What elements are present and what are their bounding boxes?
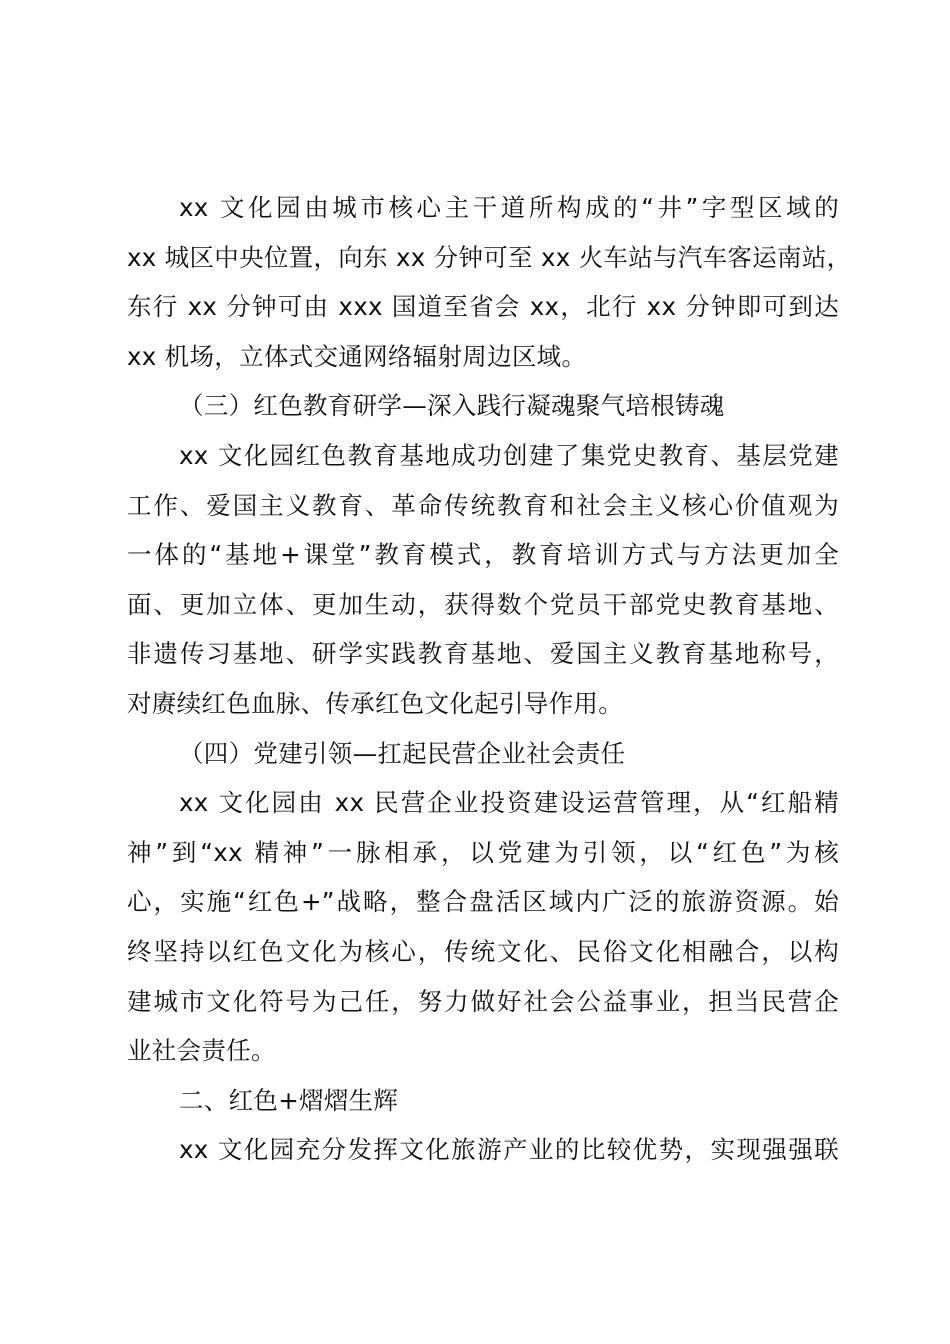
text-line: xx 文化园由 xx 民营企业投资建设运营管理，从“红船精	[179, 788, 839, 818]
text-line: xx 文化园由城市核心主干道所构成的“井”字型区域的	[179, 193, 839, 222]
text-line: 心，实施“红色+”战略，整合盘活区域内广泛的旅游资源。始	[127, 887, 839, 917]
paragraph-party-building	[127, 778, 839, 1076]
paragraph-advantage	[127, 1125, 839, 1175]
text-line: 神”到“xx 精神”一脉相承，以党建为引领，以“红色”为核	[127, 837, 839, 867]
text-line: xx 文化园充分发挥文化旅游产业的比较优势，实现强强联	[179, 1135, 839, 1165]
text-line: xx 机场，立体式交通网络辐射周边区域。	[127, 341, 587, 371]
text-line: 非遗传习基地、研学实践教育基地、爱国主义教育基地称号，	[127, 639, 839, 669]
paragraph-red-education	[127, 431, 839, 729]
text-line: 工作、爱国主义教育、革命传统教育和社会主义核心价值观为	[127, 490, 839, 520]
text-line: 东行 xx 分钟可由 xxx 国道至省会 xx，北行 xx 分钟即可到达	[127, 292, 839, 322]
text-line: xx 文化园红色教育基地成功创建了集党史教育、基层党建	[179, 440, 839, 470]
paragraph-location	[127, 183, 852, 381]
text-line: 终坚持以红色文化为核心，传统文化、民俗文化相融合，以构	[127, 936, 839, 966]
document-body	[127, 183, 852, 1175]
text-line: 面、更加立体、更加生动，获得数个党员干部党史教育基地、	[127, 589, 839, 619]
text-line: 业社会责任。	[127, 1036, 276, 1066]
section-heading-2: 二、红色+熠熠生辉	[179, 1085, 399, 1115]
section-heading-3: （三）红色教育研学—深入践行凝魂聚气培根铸魂	[179, 391, 725, 421]
text-line: xx 城区中央位置，向东 xx 分钟可至 xx 火车站与汽车客运南站，	[127, 242, 852, 272]
text-line: 一体的“基地+课堂”教育模式，教育培训方式与方法更加全	[127, 540, 839, 570]
text-line: 对赓续红色血脉、传承红色文化起引导作用。	[127, 688, 623, 718]
text-line: 建城市文化符号为己任，努力做好社会公益事业，担当民营企	[127, 986, 839, 1016]
section-heading-4: （四）党建引领—扛起民营企业社会责任	[179, 738, 626, 768]
